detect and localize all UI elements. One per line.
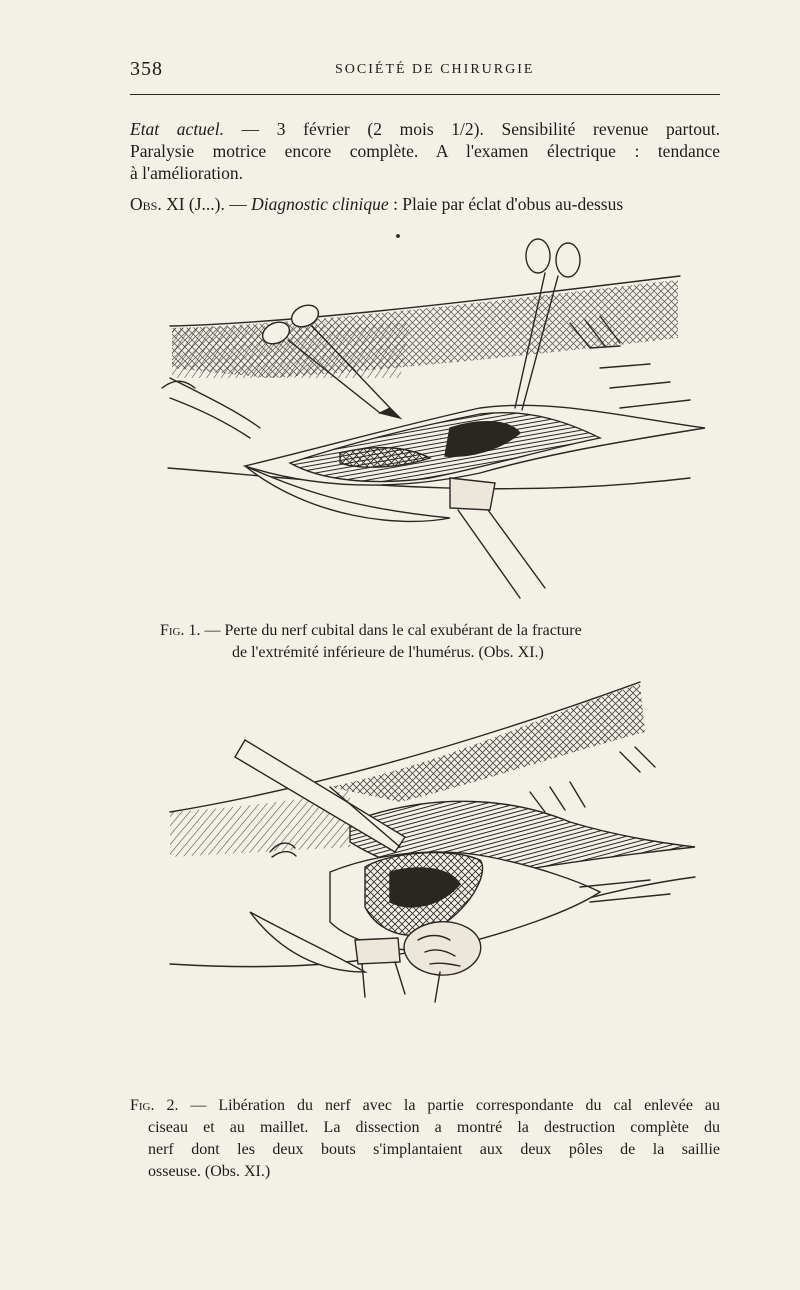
figure-2-caption-line1: — Libération du nerf avec la partie correspondante du cal enlevée au <box>178 1097 720 1114</box>
figure-2-caption-line2: ciseau et au maillet. La dissection a montré la destruction complète du <box>148 1119 720 1136</box>
page-header <box>130 52 720 92</box>
paragraph-obs-xi: Obs. XI (J...). — Diagnostic clinique : Plaie par éclat d'obus au-dessus <box>130 194 624 214</box>
figure-2-caption <box>130 1095 720 1183</box>
running-head: SOCIÉTÉ DE CHIRURGIE <box>335 62 535 77</box>
figure-1-caption-line2: de l'extrémité inférieure de l'humérus. (Obs. XI.) <box>232 644 544 661</box>
figure-2-caption-line4: osseuse. (Obs. XI.) <box>148 1163 271 1180</box>
diagnostic-label: Diagnostic clinique <box>251 194 389 214</box>
figure-1-caption <box>160 620 720 664</box>
diagnostic-text: : Plaie par éclat d'obus au-dessus <box>388 194 624 214</box>
paragraph1-line3: à l'amélioration. <box>130 163 243 183</box>
etat-actuel-label: Etat actuel. <box>130 119 224 139</box>
figure-1-label: Fig. 1. <box>160 622 201 639</box>
figure-1-caption-line1: — Perte du nerf cubital dans le cal exubérant de la fracture <box>200 622 582 639</box>
figure-2-illustration <box>150 672 710 1032</box>
figure-2-caption-line3: nerf dont les deux bouts s'implantaient aux deux pôles de la saillie <box>148 1141 720 1158</box>
paragraph-etat-actuel <box>130 118 720 184</box>
figure-2-label: Fig. 2. <box>130 1097 179 1114</box>
page-number: 358 <box>130 58 163 80</box>
paragraph1-line2: Paralysie motrice encore complète. A l'examen électrique : tendance <box>130 141 720 161</box>
figure-1-illustration <box>150 228 720 618</box>
paragraph1-line1: — 3 février (2 mois 1/2). Sensibilité revenue partout. <box>223 119 720 139</box>
header-rule <box>130 94 720 95</box>
obs-label: Obs. XI (J...). <box>130 194 225 214</box>
